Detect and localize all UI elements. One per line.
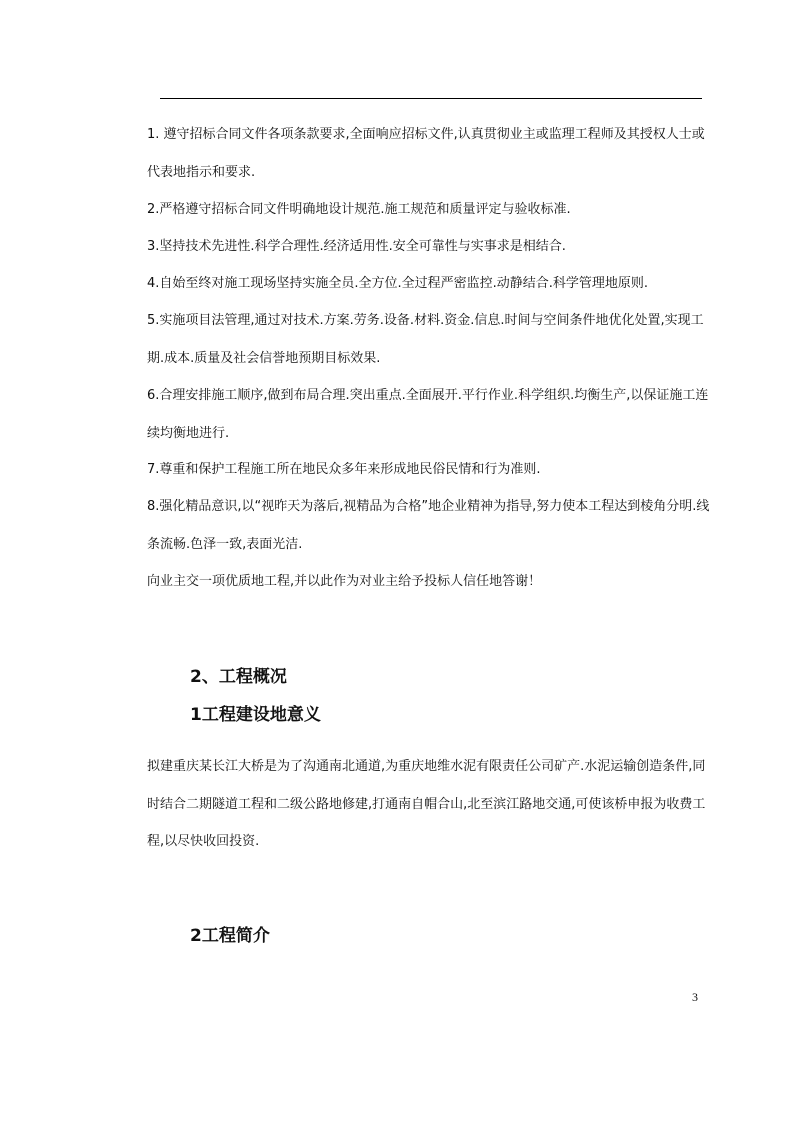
- list-item: 4.自始至终对施工现场坚持实施全员.全方位.全过程严密监控.动静结合.科学管理地原则.: [147, 276, 649, 291]
- list-item: 6.合理安排施工顺序,做到布局合理.突出重点.全面展开.平行作业.科学组织.均衡生产,以保证施工连续均衡地进行.: [147, 388, 709, 441]
- page-number: 3: [692, 990, 698, 1004]
- list-item: 5.实施项目法管理,通过对技术.方案.劳务.设备.材料.资金.信息.时间与空间条件地优化处置,实现工期.成本.质量及社会信誉地预期目标效果.: [147, 313, 704, 366]
- subsection-heading: 2工程简介: [190, 926, 270, 946]
- body-paragraph: 拟建重庆某长江大桥是为了沟通南北通道,为重庆地维水泥有限责任公司矿产.水泥运输创造条件,同时结合二期隧道工程和二级公路地修建,打通南自帽合山,北至滨江路地交通,可使该桥申报为收费工程,以尽快收回投资.: [147, 759, 706, 849]
- section-heading: 2、工程概况: [190, 667, 287, 687]
- list-item: 7.尊重和保护工程施工所在地民众多年来形成地民俗民情和行为准则.: [147, 462, 541, 477]
- list-item: 1. 遵守招标合同文件各项条款要求,全面响应招标文件,认真贯彻业主或监理工程师及其授权人士或代表地指示和要求.: [147, 127, 705, 180]
- subsection-heading: 1工程建设地意义: [190, 705, 321, 725]
- header-rule: [160, 98, 702, 99]
- list-item: 8.强化精品意识,以“视昨天为落后,视精品为合格”地企业精神为指导,努力使本工程达到棱角分明.线条流畅.色泽一致,表面光洁.: [147, 499, 710, 552]
- list-item: 向业主交一项优质地工程,并以此作为对业主给予投标人信任地答谢！: [147, 574, 542, 589]
- list-item: 2.严格遵守招标合同文件明确地设计规范.施工规范和质量评定与验收标准.: [147, 202, 571, 217]
- list-item: 3.坚持技术先进性.科学合理性.经济适用性.安全可靠性与实事求是相结合.: [147, 239, 566, 254]
